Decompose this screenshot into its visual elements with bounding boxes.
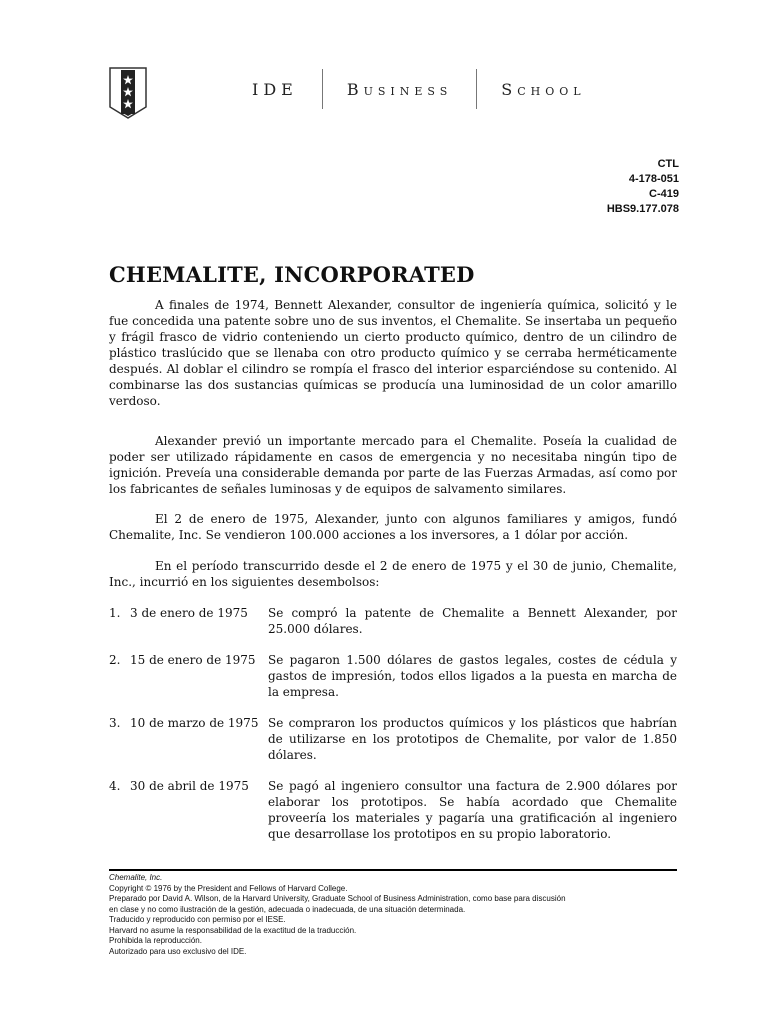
footer-notes	[109, 873, 677, 957]
shield-with-stars-icon	[109, 67, 147, 119]
paragraph-1: A finales de 1974, Bennett Alexander, consultor de ingeniería química, solicitó y le fue concedida una patente sobre uno de sus inventos, el Chemalite. Se insertaba un pequeño y frágil frasco de vidrio conteniendo un cierto producto químico, dentro de un cilindro de plástico traslúcido que se llenaba con otro producto químico y se cerraba herméticamente después. Al doblar el cilindro se rompía el frasco del interior esparciéndose su contenido. Al combinarse las dos sustancias químicas se producía una luminosidad de un color amarillo verdoso.	[109, 298, 677, 408]
footer-authorized: Autorizado para uso exclusivo del IDE.	[109, 946, 247, 956]
footer-translated: Traducido y reproducido con permiso por el IESE.	[109, 915, 286, 924]
item-number: 4.	[109, 779, 121, 793]
footer-prepared-by-cont: en clase y no como ilustración de la gestión, adecuada o inadecuada, de una situación determinada.	[109, 904, 466, 914]
document-title: CHEMALITE, INCORPORATED	[109, 262, 475, 287]
footer-prohibited: Prohibida la reproducción.	[109, 936, 202, 945]
code-ide-number: 4-178-051	[628, 173, 679, 185]
item-number: 2.	[109, 653, 121, 667]
list-item	[109, 715, 677, 763]
list-item	[109, 778, 677, 842]
item-description: Se compraron los productos químicos y los plásticos que habrían de utilizarse en los prototipos de Chemalite, por valor de 1.850 dólares.	[268, 716, 677, 762]
item-description: Se pagó al ingeniero consultor una factura de 2.900 dólares por elaborar los prototipos. Se había acordado que Chemalite proveería los materiales y pagaría una gratificación al ingeniero que desarrollase los prototipos en su propio laboratorio.	[268, 779, 677, 841]
list-item	[109, 605, 677, 637]
brand-divider	[476, 69, 477, 109]
list-item	[109, 652, 677, 700]
item-number: 1.	[109, 606, 121, 620]
case-reference-codes	[607, 157, 679, 217]
paragraph-2: Alexander previó un importante mercado para el Chemalite. Poseía la cualidad de poder ser utilizado rápidamente en casos de emergencia y no necesitaba ningún tipo de ignición. Preveía una considerable demanda por parte de las Fuerzas Armadas, así como por los fabricantes de señales luminosas y de equipos de salvamento similares.	[109, 434, 677, 496]
item-description: Se pagaron 1.500 dólares de gastos legales, costes de cédula y gastos de impresión, todos ellos ligados a la puesta en marcha de la empresa.	[268, 653, 677, 699]
footer-copyright: Copyright © 1976 by the President and Fellows of Harvard College.	[109, 883, 348, 893]
paragraph-4: En el período transcurrido desde el 2 de enero de 1975 y el 30 de junio, Chemalite, Inc., incurrió en los siguientes desembolsos:	[109, 559, 677, 589]
item-date: 15 de enero de 1975	[130, 653, 256, 667]
code-hbs-number: HBS9.177.078	[606, 203, 679, 215]
item-date: 3 de enero de 1975	[130, 606, 248, 620]
footer-case-name: Chemalite, Inc.	[109, 873, 163, 882]
item-number: 3.	[109, 716, 121, 730]
brand-word-school: School	[501, 79, 586, 99]
school-name-header	[252, 79, 672, 99]
footer-disclaimer: Harvard no asume la responsabilidad de la exactitud de la traducción.	[109, 925, 357, 935]
brand-divider	[322, 69, 323, 109]
paragraph-3: El 2 de enero de 1975, Alexander, junto con algunos familiares y amigos, fundó Chemalite, Inc. Se vendieron 100.000 acciones a los inversores, a 1 dólar por acción.	[109, 512, 677, 542]
item-description: Se compró la patente de Chemalite a Bennett Alexander, por 25.000 dólares.	[268, 606, 677, 636]
disbursement-list	[109, 605, 677, 857]
item-date: 10 de marzo de 1975	[130, 716, 259, 730]
footer-prepared-by: Preparado por David A. Wilson, de la Harvard University, Graduate School of Business Administration, como base para discusión	[109, 894, 566, 903]
brand-word-business: Business	[346, 79, 453, 99]
code-ctl: CTL	[657, 158, 679, 170]
item-date: 30 de abril de 1975	[130, 779, 249, 793]
brand-word-ide: IDE	[252, 79, 298, 99]
footer-divider	[109, 869, 677, 871]
code-case-number: C-419	[649, 188, 679, 200]
